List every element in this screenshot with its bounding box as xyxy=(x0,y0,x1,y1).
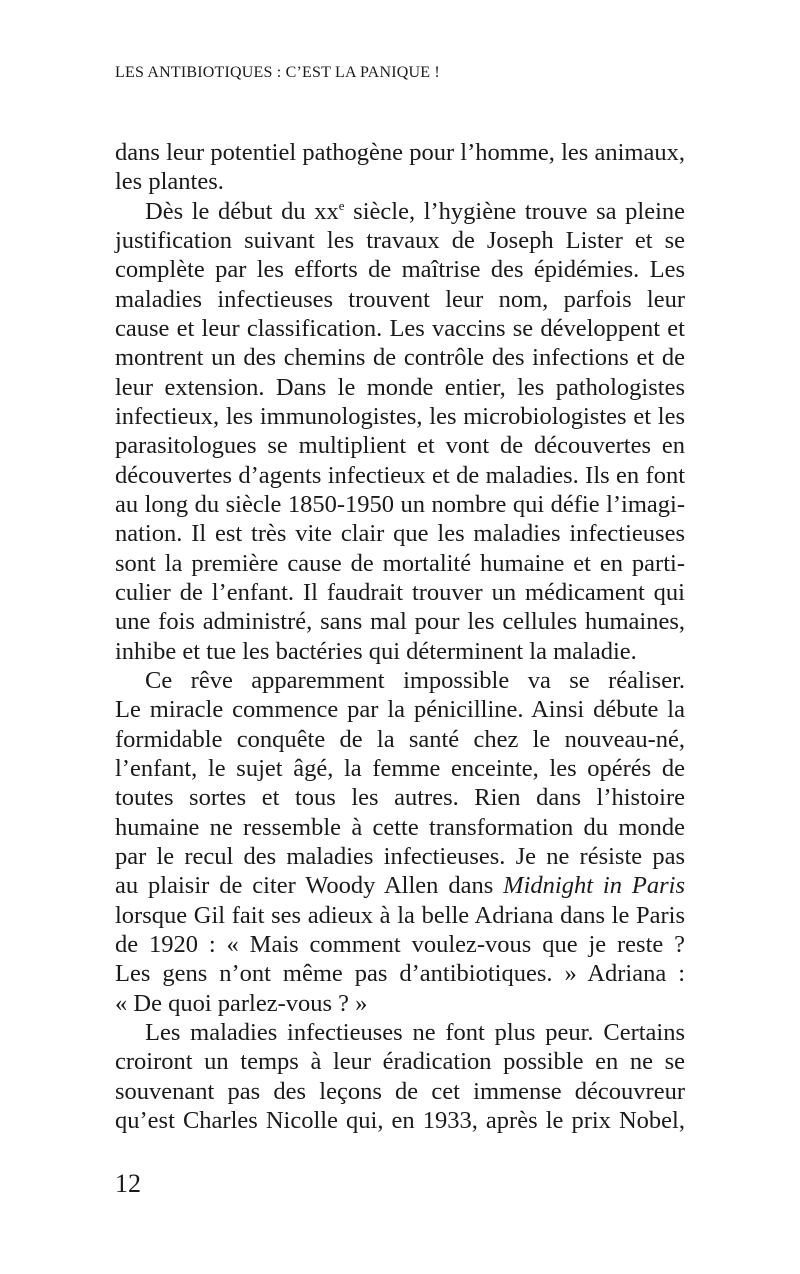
text-line xyxy=(115,842,685,871)
line-text: qu’est Charles Nicolle qui, en 1933, après le prix Nobel, xyxy=(115,1106,685,1134)
text-line xyxy=(115,226,685,255)
line-text: humaine ne ressemble à cette transformation du monde xyxy=(115,813,685,841)
text-line xyxy=(115,959,685,988)
text-line xyxy=(115,725,685,754)
line-text: au plaisir de citer Woody Allen dans xyxy=(115,872,504,900)
text-line xyxy=(115,373,685,402)
line-text: leur extension. Dans le monde entier, les pathologistes xyxy=(115,373,685,401)
text-line xyxy=(115,813,685,842)
text-line xyxy=(115,1077,685,1106)
text-line xyxy=(115,519,685,548)
text-line xyxy=(115,754,685,783)
text-line xyxy=(115,343,685,372)
page-number: 12 xyxy=(115,1169,141,1198)
line-text: justification suivant les travaux de Joseph Lister et se xyxy=(115,226,685,254)
line-text: souvenant pas des leçons de cet immense découvreur xyxy=(115,1077,685,1105)
line-text: Ce rêve apparemment impossible va se réaliser. xyxy=(145,666,685,694)
text-line xyxy=(115,930,685,959)
body-text xyxy=(115,138,685,1135)
line-text: Les gens n’ont même pas d’antibiotiques. » Adriana : xyxy=(115,960,685,988)
line-text: découvertes d’agents infectieux et de maladies. Ils en font xyxy=(115,461,685,489)
italic-title: Midnight in Paris xyxy=(503,872,685,900)
line-text: culier de l’enfant. Il faudrait trouver un médicament qui xyxy=(115,578,685,606)
text-line xyxy=(115,1018,685,1047)
text-line xyxy=(115,461,685,490)
text-line xyxy=(115,989,685,1018)
text-line xyxy=(115,314,685,343)
text-line xyxy=(115,783,685,812)
line-text: nation. Il est très vite clair que les maladies infectieuses xyxy=(115,520,685,548)
text-line xyxy=(115,607,685,636)
line-text: « De quoi parlez-vous ? » xyxy=(115,989,368,1017)
text-line xyxy=(115,1047,685,1076)
text-line xyxy=(115,490,685,519)
line-text: au long du siècle 1850-1950 un nombre qui défie l’imagi- xyxy=(115,490,685,518)
line-text: montrent un des chemins de contrôle des infections et de xyxy=(115,344,685,372)
text-line xyxy=(115,578,685,607)
line-text: complète par les efforts de maîtrise des épidémies. Les xyxy=(115,256,685,284)
text-line xyxy=(115,871,685,900)
line-text: dans leur potentiel pathogène pour l’homme, les animaux, xyxy=(115,139,685,166)
text-line xyxy=(115,637,685,666)
line-text: lorsque Gil fait ses adieux à la belle Adriana dans le Paris xyxy=(115,901,685,929)
line-text: croiront un temps à leur éradication possible en ne se xyxy=(115,1048,685,1076)
line-text: les plantes. xyxy=(115,168,224,196)
text-line xyxy=(115,901,685,930)
text-line xyxy=(115,549,685,578)
line-text: formidable conquête de la santé chez le nouveau-né, xyxy=(115,725,685,753)
text-line xyxy=(115,431,685,460)
line-text: inhibe et tue les bactéries qui déterminent la maladie. xyxy=(115,637,637,665)
line-text: maladies infectieuses trouvent leur nom, parfois leur xyxy=(115,285,685,313)
line-text: siècle, l’hygiène trouve sa pleine xyxy=(344,197,686,225)
text-line xyxy=(115,197,685,226)
line-text: toutes sortes et tous les autres. Rien dans l’histoire xyxy=(115,784,685,812)
line-text: une fois administré, sans mal pour les cellules humaines, xyxy=(115,608,685,636)
line-text: l’enfant, le sujet âgé, la femme enceinte, les opérés de xyxy=(115,754,685,782)
line-text: par le recul des maladies infectieuses. Je ne résiste pas xyxy=(115,842,685,870)
line-text: Les maladies infectieuses ne font plus peur. Certains xyxy=(145,1018,685,1046)
running-header: LES ANTIBIOTIQUES : C’EST LA PANIQUE ! xyxy=(115,64,440,81)
text-line xyxy=(115,666,685,695)
text-line xyxy=(115,402,685,431)
line-text: Le miracle commence par la pénicilline. Ainsi débute la xyxy=(115,696,685,724)
text-line xyxy=(115,255,685,284)
line-text: sont la première cause de mortalité humaine et en parti- xyxy=(115,549,685,577)
text-line xyxy=(115,167,685,196)
text-line xyxy=(115,1106,685,1135)
line-text: cause et leur classification. Les vaccins se développent et xyxy=(115,314,685,342)
text-line xyxy=(115,138,685,167)
line-text: infectieux, les immunologistes, les microbiologistes et les xyxy=(115,402,685,430)
line-text: de 1920 : « Mais comment voulez-vous que je reste ? xyxy=(115,930,685,958)
line-text: parasitologues se multiplient et vont de découvertes en xyxy=(115,432,685,460)
line-text: Dès le début du xx xyxy=(145,197,339,225)
text-line xyxy=(115,695,685,724)
superscript: e xyxy=(338,197,345,213)
text-line xyxy=(115,285,685,314)
